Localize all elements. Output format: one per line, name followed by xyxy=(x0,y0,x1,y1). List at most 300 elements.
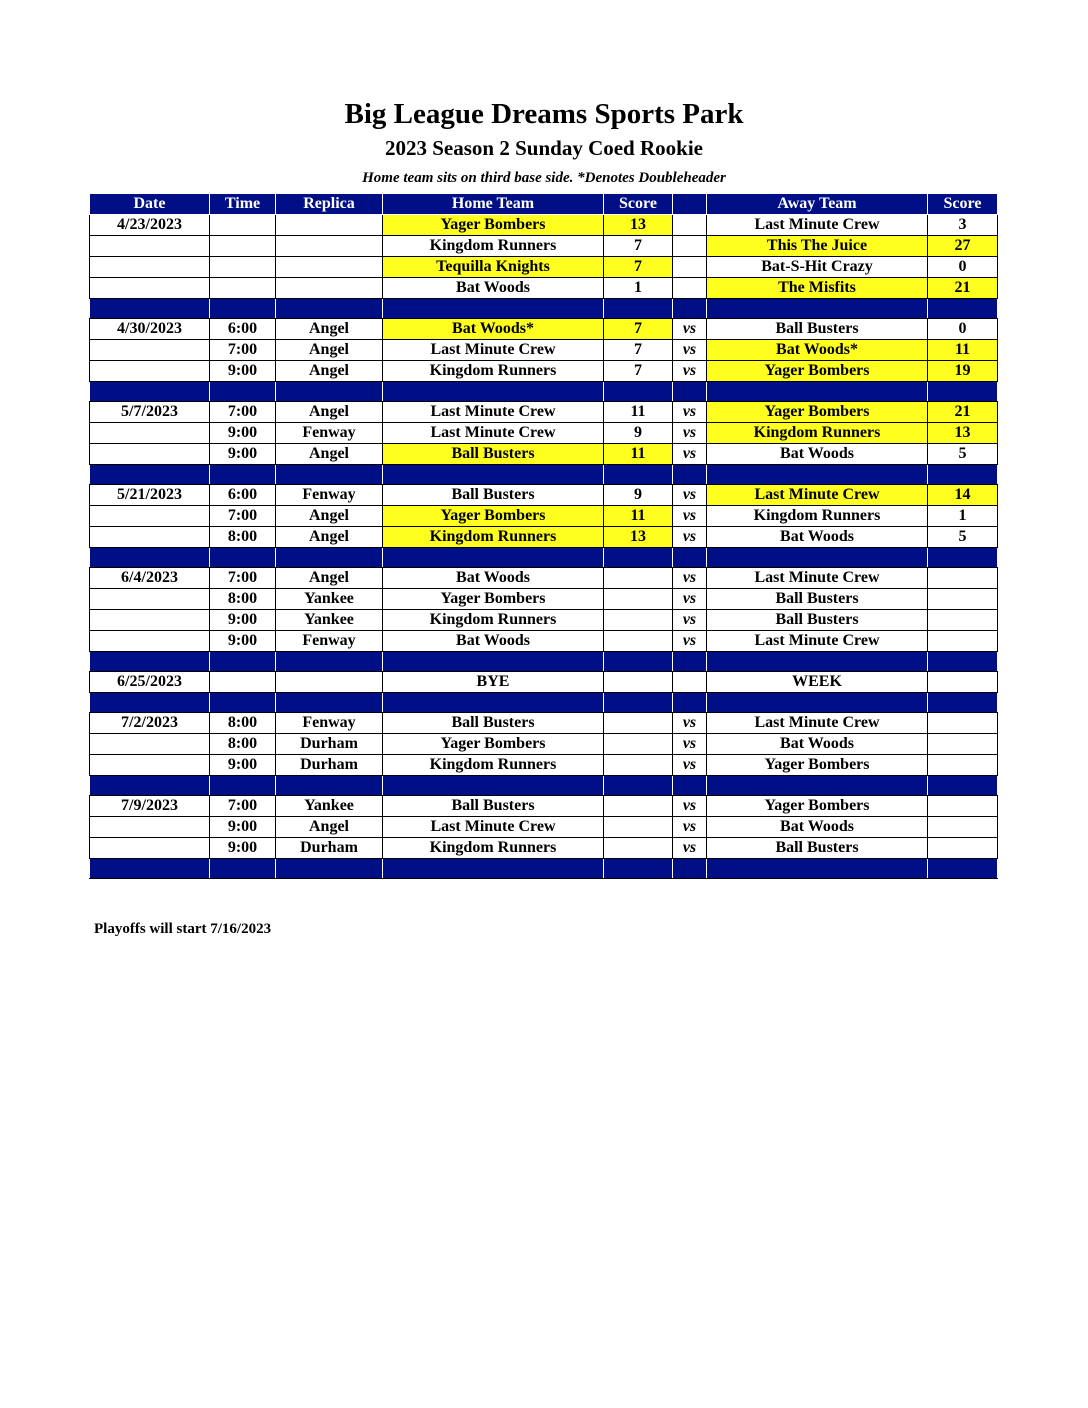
game-row xyxy=(90,672,998,693)
away-team-cell: Last Minute Crew xyxy=(707,713,928,734)
vs-cell: vs xyxy=(673,527,707,548)
separator-row xyxy=(90,548,998,568)
game-row xyxy=(90,568,998,589)
vs-cell: vs xyxy=(673,755,707,776)
game-row xyxy=(90,589,998,610)
date-cell xyxy=(90,610,210,631)
col-home-team: Home Team xyxy=(383,194,604,215)
home-score-cell: 11 xyxy=(604,402,673,423)
replica-cell xyxy=(276,257,383,278)
replica-cell xyxy=(276,236,383,257)
schedule-table xyxy=(89,193,998,879)
separator-cell xyxy=(928,382,998,402)
away-team-cell: Yager Bombers xyxy=(707,755,928,776)
schedule-body xyxy=(90,215,998,879)
replica-cell: Fenway xyxy=(276,713,383,734)
vs-cell: vs xyxy=(673,485,707,506)
home-score-cell: 13 xyxy=(604,527,673,548)
date-cell xyxy=(90,589,210,610)
home-score-cell: 13 xyxy=(604,215,673,236)
separator-cell xyxy=(210,652,276,672)
time-cell: 7:00 xyxy=(210,796,276,817)
separator-row xyxy=(90,465,998,485)
away-score-cell xyxy=(928,838,998,859)
date-cell: 7/2/2023 xyxy=(90,713,210,734)
vs-cell: vs xyxy=(673,796,707,817)
time-cell: 8:00 xyxy=(210,589,276,610)
away-score-cell: 19 xyxy=(928,361,998,382)
game-row xyxy=(90,713,998,734)
separator-cell xyxy=(383,382,604,402)
separator-cell xyxy=(383,652,604,672)
date-cell xyxy=(90,444,210,465)
time-cell: 9:00 xyxy=(210,631,276,652)
home-team-cell: Ball Busters xyxy=(383,444,604,465)
time-cell: 7:00 xyxy=(210,568,276,589)
away-score-cell xyxy=(928,734,998,755)
separator-cell xyxy=(928,652,998,672)
vs-cell: vs xyxy=(673,589,707,610)
replica-cell xyxy=(276,672,383,693)
home-score-cell: 7 xyxy=(604,257,673,278)
away-team-cell: The Misfits xyxy=(707,278,928,299)
away-team-cell: Bat Woods xyxy=(707,817,928,838)
separator-cell xyxy=(604,693,673,713)
away-team-cell: Yager Bombers xyxy=(707,402,928,423)
date-cell xyxy=(90,527,210,548)
separator-cell xyxy=(210,548,276,568)
replica-cell: Angel xyxy=(276,319,383,340)
away-team-cell: Bat Woods xyxy=(707,527,928,548)
separator-cell xyxy=(90,652,210,672)
away-team-cell: Last Minute Crew xyxy=(707,485,928,506)
away-score-cell: 14 xyxy=(928,485,998,506)
home-score-cell xyxy=(604,796,673,817)
date-cell: 4/30/2023 xyxy=(90,319,210,340)
replica-cell xyxy=(276,278,383,299)
page-title: Big League Dreams Sports Park xyxy=(344,98,744,130)
separator-cell xyxy=(90,693,210,713)
separator-cell xyxy=(673,299,707,319)
time-cell: 7:00 xyxy=(210,340,276,361)
time-cell xyxy=(210,672,276,693)
date-cell xyxy=(90,734,210,755)
footer-note: Playoffs will start 7/16/2023 xyxy=(94,921,272,937)
date-cell xyxy=(90,361,210,382)
separator-cell xyxy=(276,465,383,485)
away-score-cell: 13 xyxy=(928,423,998,444)
separator-cell xyxy=(276,776,383,796)
home-score-cell: 7 xyxy=(604,361,673,382)
replica-cell: Yankee xyxy=(276,589,383,610)
header-row xyxy=(90,194,998,215)
separator-cell xyxy=(276,859,383,879)
home-team-cell: Yager Bombers xyxy=(383,506,604,527)
game-row xyxy=(90,257,998,278)
replica-cell: Fenway xyxy=(276,631,383,652)
separator-cell xyxy=(707,548,928,568)
separator-row xyxy=(90,693,998,713)
separator-cell xyxy=(604,382,673,402)
game-row xyxy=(90,402,998,423)
away-team-cell: Ball Busters xyxy=(707,838,928,859)
separator-cell xyxy=(210,465,276,485)
separator-cell xyxy=(707,693,928,713)
replica-cell: Fenway xyxy=(276,423,383,444)
away-team-cell: Last Minute Crew xyxy=(707,215,928,236)
separator-cell xyxy=(928,299,998,319)
separator-cell xyxy=(383,548,604,568)
home-team-cell: Yager Bombers xyxy=(383,589,604,610)
date-cell: 6/25/2023 xyxy=(90,672,210,693)
time-cell: 9:00 xyxy=(210,610,276,631)
home-team-cell: Last Minute Crew xyxy=(383,423,604,444)
separator-cell xyxy=(210,693,276,713)
separator-cell xyxy=(276,652,383,672)
separator-cell xyxy=(383,693,604,713)
separator-cell xyxy=(928,465,998,485)
col-vs xyxy=(673,194,707,215)
away-score-cell: 21 xyxy=(928,278,998,299)
separator-cell xyxy=(604,299,673,319)
separator-cell xyxy=(673,382,707,402)
separator-cell xyxy=(673,693,707,713)
vs-cell: vs xyxy=(673,423,707,444)
time-cell: 9:00 xyxy=(210,423,276,444)
away-score-cell: 11 xyxy=(928,340,998,361)
home-team-cell: Ball Busters xyxy=(383,485,604,506)
replica-cell: Durham xyxy=(276,755,383,776)
col-home-score: Score xyxy=(604,194,673,215)
away-score-cell: 5 xyxy=(928,444,998,465)
away-team-cell: WEEK xyxy=(707,672,928,693)
away-team-cell: Bat Woods xyxy=(707,444,928,465)
home-team-cell: Kingdom Runners xyxy=(383,610,604,631)
home-team-cell: Ball Busters xyxy=(383,713,604,734)
separator-cell xyxy=(383,859,604,879)
game-row xyxy=(90,796,998,817)
time-cell: 9:00 xyxy=(210,755,276,776)
vs-cell: vs xyxy=(673,506,707,527)
separator-row xyxy=(90,776,998,796)
separator-cell xyxy=(90,382,210,402)
home-score-cell: 7 xyxy=(604,236,673,257)
separator-row xyxy=(90,859,998,879)
date-cell xyxy=(90,817,210,838)
game-row xyxy=(90,215,998,236)
date-cell: 6/4/2023 xyxy=(90,568,210,589)
away-score-cell xyxy=(928,631,998,652)
replica-cell: Durham xyxy=(276,838,383,859)
home-team-cell: Bat Woods xyxy=(383,568,604,589)
game-row xyxy=(90,734,998,755)
separator-cell xyxy=(276,693,383,713)
away-score-cell: 3 xyxy=(928,215,998,236)
home-team-cell: Bat Woods xyxy=(383,631,604,652)
time-cell: 7:00 xyxy=(210,506,276,527)
home-score-cell: 7 xyxy=(604,340,673,361)
replica-cell: Angel xyxy=(276,402,383,423)
time-cell: 8:00 xyxy=(210,734,276,755)
vs-cell xyxy=(673,215,707,236)
separator-cell xyxy=(928,548,998,568)
vs-cell xyxy=(673,278,707,299)
time-cell: 8:00 xyxy=(210,713,276,734)
replica-cell: Durham xyxy=(276,734,383,755)
separator-cell xyxy=(707,382,928,402)
col-time: Time xyxy=(210,194,276,215)
game-row xyxy=(90,485,998,506)
home-score-cell xyxy=(604,672,673,693)
separator-cell xyxy=(673,859,707,879)
separator-cell xyxy=(928,693,998,713)
game-row xyxy=(90,319,998,340)
game-row xyxy=(90,340,998,361)
separator-cell xyxy=(383,465,604,485)
separator-cell xyxy=(276,548,383,568)
separator-cell xyxy=(90,859,210,879)
separator-cell xyxy=(673,776,707,796)
replica-cell: Angel xyxy=(276,527,383,548)
away-score-cell: 0 xyxy=(928,257,998,278)
replica-cell: Yankee xyxy=(276,610,383,631)
separator-cell xyxy=(276,299,383,319)
separator-cell xyxy=(673,652,707,672)
separator-cell xyxy=(383,776,604,796)
separator-cell xyxy=(707,859,928,879)
away-team-cell: Kingdom Runners xyxy=(707,423,928,444)
home-team-cell: Bat Woods* xyxy=(383,319,604,340)
date-cell xyxy=(90,838,210,859)
time-cell: 9:00 xyxy=(210,444,276,465)
away-team-cell: Ball Busters xyxy=(707,610,928,631)
time-cell: 9:00 xyxy=(210,361,276,382)
home-team-cell: Bat Woods xyxy=(383,278,604,299)
away-team-cell: Bat Woods xyxy=(707,734,928,755)
home-score-cell: 1 xyxy=(604,278,673,299)
vs-cell xyxy=(673,236,707,257)
replica-cell: Yankee xyxy=(276,796,383,817)
away-score-cell xyxy=(928,589,998,610)
vs-cell: vs xyxy=(673,734,707,755)
home-score-cell xyxy=(604,838,673,859)
date-cell xyxy=(90,257,210,278)
date-cell: 5/7/2023 xyxy=(90,402,210,423)
away-team-cell: Yager Bombers xyxy=(707,796,928,817)
date-cell: 4/23/2023 xyxy=(90,215,210,236)
date-cell xyxy=(90,423,210,444)
date-cell xyxy=(90,631,210,652)
vs-cell: vs xyxy=(673,340,707,361)
date-cell xyxy=(90,236,210,257)
separator-cell xyxy=(210,859,276,879)
away-team-cell: Kingdom Runners xyxy=(707,506,928,527)
vs-cell xyxy=(673,672,707,693)
away-score-cell: 5 xyxy=(928,527,998,548)
separator-cell xyxy=(707,776,928,796)
vs-cell: vs xyxy=(673,817,707,838)
vs-cell: vs xyxy=(673,402,707,423)
game-row xyxy=(90,755,998,776)
home-team-cell: Kingdom Runners xyxy=(383,361,604,382)
separator-cell xyxy=(707,652,928,672)
away-score-cell xyxy=(928,610,998,631)
home-team-cell: Last Minute Crew xyxy=(383,817,604,838)
game-row xyxy=(90,236,998,257)
replica-cell: Angel xyxy=(276,340,383,361)
away-score-cell xyxy=(928,713,998,734)
separator-cell xyxy=(604,465,673,485)
schedule-note: Home team sits on third base side. *Denotes Doubleheader xyxy=(362,170,726,186)
away-score-cell xyxy=(928,817,998,838)
game-row xyxy=(90,506,998,527)
separator-cell xyxy=(90,776,210,796)
time-cell xyxy=(210,215,276,236)
separator-cell xyxy=(210,776,276,796)
game-row xyxy=(90,610,998,631)
away-score-cell xyxy=(928,796,998,817)
home-score-cell xyxy=(604,589,673,610)
separator-cell xyxy=(210,299,276,319)
vs-cell xyxy=(673,257,707,278)
away-team-cell: Bat Woods* xyxy=(707,340,928,361)
game-row xyxy=(90,361,998,382)
home-score-cell xyxy=(604,817,673,838)
home-team-cell: Tequilla Knights xyxy=(383,257,604,278)
separator-cell xyxy=(673,548,707,568)
replica-cell: Angel xyxy=(276,361,383,382)
home-score-cell xyxy=(604,610,673,631)
separator-cell xyxy=(707,299,928,319)
away-team-cell: Last Minute Crew xyxy=(707,631,928,652)
replica-cell: Angel xyxy=(276,506,383,527)
replica-cell: Angel xyxy=(276,568,383,589)
away-score-cell: 1 xyxy=(928,506,998,527)
home-score-cell: 9 xyxy=(604,485,673,506)
time-cell: 6:00 xyxy=(210,319,276,340)
away-score-cell: 27 xyxy=(928,236,998,257)
vs-cell: vs xyxy=(673,713,707,734)
time-cell: 7:00 xyxy=(210,402,276,423)
separator-cell xyxy=(604,859,673,879)
col-date: Date xyxy=(90,194,210,215)
separator-cell xyxy=(604,776,673,796)
separator-cell xyxy=(604,652,673,672)
away-team-cell: Yager Bombers xyxy=(707,361,928,382)
vs-cell: vs xyxy=(673,610,707,631)
time-cell: 9:00 xyxy=(210,817,276,838)
home-score-cell xyxy=(604,713,673,734)
home-team-cell: Kingdom Runners xyxy=(383,838,604,859)
away-team-cell: Last Minute Crew xyxy=(707,568,928,589)
home-team-cell: Yager Bombers xyxy=(383,215,604,236)
away-score-cell xyxy=(928,755,998,776)
time-cell xyxy=(210,257,276,278)
date-cell: 5/21/2023 xyxy=(90,485,210,506)
time-cell xyxy=(210,278,276,299)
col-away-team: Away Team xyxy=(707,194,928,215)
time-cell: 8:00 xyxy=(210,527,276,548)
home-score-cell: 9 xyxy=(604,423,673,444)
away-score-cell: 0 xyxy=(928,319,998,340)
replica-cell: Angel xyxy=(276,817,383,838)
separator-cell xyxy=(928,859,998,879)
home-score-cell: 7 xyxy=(604,319,673,340)
home-team-cell: Kingdom Runners xyxy=(383,755,604,776)
home-score-cell: 11 xyxy=(604,506,673,527)
replica-cell xyxy=(276,215,383,236)
home-team-cell: BYE xyxy=(383,672,604,693)
date-cell: 7/9/2023 xyxy=(90,796,210,817)
time-cell: 6:00 xyxy=(210,485,276,506)
separator-cell xyxy=(604,548,673,568)
vs-cell: vs xyxy=(673,361,707,382)
separator-row xyxy=(90,382,998,402)
col-replica: Replica xyxy=(276,194,383,215)
vs-cell: vs xyxy=(673,444,707,465)
separator-row xyxy=(90,652,998,672)
separator-cell xyxy=(673,465,707,485)
game-row xyxy=(90,278,998,299)
away-team-cell: Ball Busters xyxy=(707,589,928,610)
away-score-cell xyxy=(928,672,998,693)
home-team-cell: Last Minute Crew xyxy=(383,340,604,361)
separator-row xyxy=(90,299,998,319)
home-team-cell: Kingdom Runners xyxy=(383,527,604,548)
replica-cell: Fenway xyxy=(276,485,383,506)
home-team-cell: Yager Bombers xyxy=(383,734,604,755)
home-score-cell: 11 xyxy=(604,444,673,465)
home-team-cell: Last Minute Crew xyxy=(383,402,604,423)
vs-cell: vs xyxy=(673,631,707,652)
date-cell xyxy=(90,506,210,527)
date-cell xyxy=(90,755,210,776)
separator-cell xyxy=(90,299,210,319)
page-subtitle: 2023 Season 2 Sunday Coed Rookie xyxy=(385,136,703,160)
separator-cell xyxy=(210,382,276,402)
home-score-cell xyxy=(604,755,673,776)
date-cell xyxy=(90,278,210,299)
away-score-cell xyxy=(928,568,998,589)
game-row xyxy=(90,527,998,548)
away-score-cell: 21 xyxy=(928,402,998,423)
separator-cell xyxy=(276,382,383,402)
away-team-cell: This The Juice xyxy=(707,236,928,257)
separator-cell xyxy=(90,465,210,485)
vs-cell: vs xyxy=(673,319,707,340)
col-away-score: Score xyxy=(928,194,998,215)
separator-cell xyxy=(383,299,604,319)
game-row xyxy=(90,817,998,838)
separator-cell xyxy=(928,776,998,796)
home-score-cell xyxy=(604,734,673,755)
away-team-cell: Ball Busters xyxy=(707,319,928,340)
vs-cell: vs xyxy=(673,568,707,589)
date-cell xyxy=(90,340,210,361)
away-team-cell: Bat-S-Hit Crazy xyxy=(707,257,928,278)
home-score-cell xyxy=(604,568,673,589)
home-score-cell xyxy=(604,631,673,652)
game-row xyxy=(90,423,998,444)
home-team-cell: Ball Busters xyxy=(383,796,604,817)
home-team-cell: Kingdom Runners xyxy=(383,236,604,257)
separator-cell xyxy=(707,465,928,485)
game-row xyxy=(90,838,998,859)
game-row xyxy=(90,444,998,465)
replica-cell: Angel xyxy=(276,444,383,465)
vs-cell: vs xyxy=(673,838,707,859)
separator-cell xyxy=(90,548,210,568)
